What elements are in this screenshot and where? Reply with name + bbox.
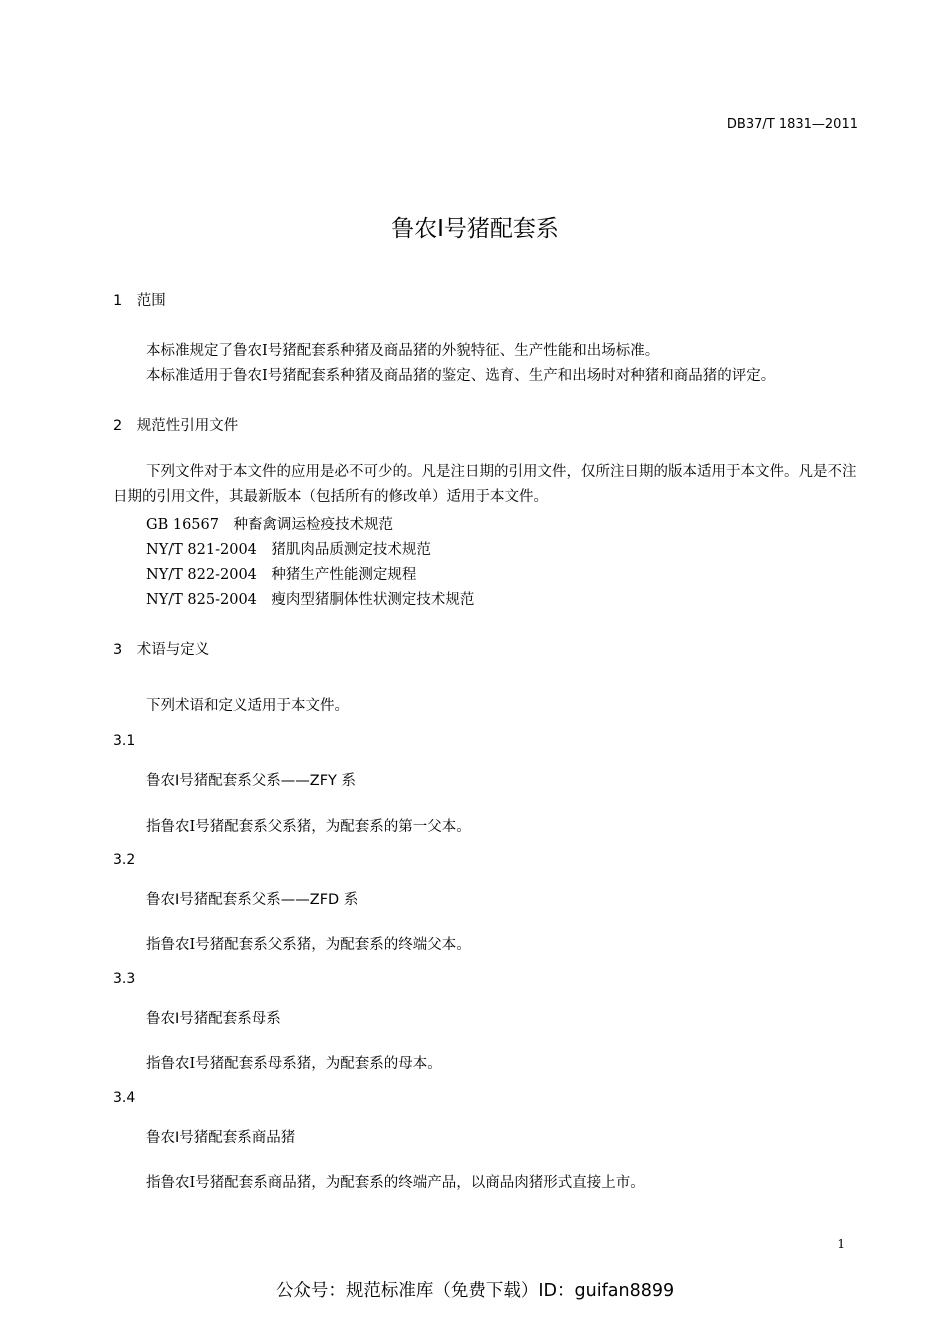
reference-item: NY/T 821-2004 猪肌肉品质测定技术规范 [146, 542, 431, 558]
term-title: 鲁农Ⅰ号猪配套系母系 [146, 1011, 281, 1027]
section-3-heading: 3 术语与定义 [113, 642, 210, 658]
footer-watermark: 公众号：规范标准库（免费下载）ID：guifan8899 [275, 1281, 675, 1301]
section-3-intro: 下列术语和定义适用于本文件。 [146, 698, 349, 714]
section-1-paragraph-2: 本标准适用于鲁农Ⅰ号猪配套系种猪及商品猪的鉴定、选育、生产和出场时对种猪和商品猪的评定。 [146, 368, 776, 384]
page-number: 1 [837, 1237, 845, 1251]
term-number: 3.1 [113, 733, 136, 749]
section-2-heading: 2 规范性引用文件 [113, 418, 239, 434]
reference-item: NY/T 822-2004 种猪生产性能测定规程 [146, 567, 417, 583]
section-2-intro: 下列文件对于本文件的应用是必不可少的。凡是注日期的引用文件，仅所注日期的版本适用于本文件。凡是不注日期的引用文件，其最新版本（包括所有的修改单）适用于本文件。 [113, 464, 857, 505]
term-number: 3.2 [113, 852, 136, 868]
term-title: 鲁农Ⅰ号猪配套系父系——ZFD 系 [146, 892, 359, 908]
reference-item: GB 16567 种畜禽调运检疫技术规范 [146, 517, 393, 533]
reference-item: NY/T 825-2004 瘦肉型猪胴体性状测定技术规范 [146, 592, 475, 608]
term-definition: 指鲁农Ⅰ号猪配套系父系猪，为配套系的第一父本。 [146, 819, 471, 835]
term-title: 鲁农Ⅰ号猪配套系商品猪 [146, 1130, 296, 1146]
term-definition: 指鲁农Ⅰ号猪配套系商品猪，为配套系的终端产品，以商品肉猪形式直接上市。 [146, 1175, 645, 1191]
term-title: 鲁农Ⅰ号猪配套系父系——ZFY 系 [146, 773, 357, 789]
section-1-paragraph-1: 本标准规定了鲁农Ⅰ号猪配套系种猪及商品猪的外貌特征、生产性能和出场标准。 [146, 343, 660, 359]
term-number: 3.3 [113, 971, 136, 987]
section-1-heading: 1 范围 [113, 293, 166, 309]
term-number: 3.4 [113, 1090, 136, 1106]
term-definition: 指鲁农Ⅰ号猪配套系父系猪，为配套系的终端父本。 [146, 937, 471, 953]
page-title: 鲁农Ⅰ号猪配套系 [391, 216, 559, 242]
document-number: DB37/T 1831—2011 [726, 117, 858, 132]
term-definition: 指鲁农Ⅰ号猪配套系母系猪，为配套系的母本。 [146, 1056, 442, 1072]
